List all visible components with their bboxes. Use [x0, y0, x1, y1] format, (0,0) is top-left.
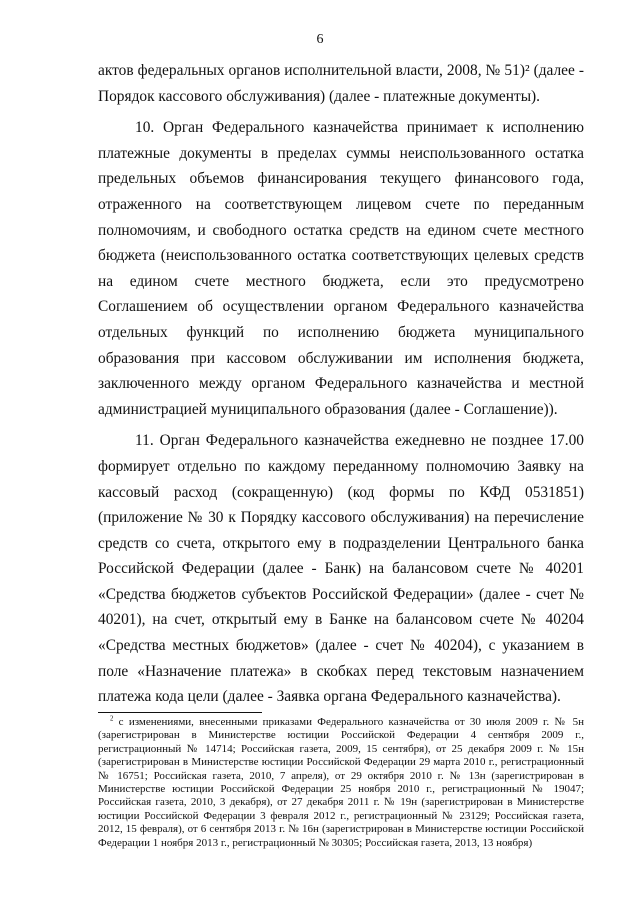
- body-text: [98, 58, 584, 710]
- footnote-separator: [98, 712, 262, 713]
- footnote-marker: 2: [110, 715, 114, 723]
- paragraph-10: 10. Орган Федерального казначейства принимает к исполнению платежные документы в пределах суммы неиспользованного остатка предельных объемов финансирования текущего финансового года, отраженного на соответствующем лицевом счете по переданным полномочиям, и свободного остатка средств на едином счете местного бюджета (неиспользованного остатка соответствующих целевых средств на едином счете местного бюджета, если это предусмотрено Соглашением об осуществлении органом Федерального казначейства отдельных функций по исполнению бюджета муниципального образования при кассовом обслуживании им исполнения бюджета, заключенного между органом Федерального казначейства и местной администрацией муниципального образования (далее - Соглашение)).: [98, 119, 584, 418]
- paragraph-11: 11. Орган Федерального казначейства ежедневно не позднее 17.00 формирует отдельно по каждому переданному полномочию Заявку на кассовый расход (сокращенную) (код формы по КФД 0531851) (приложение № 30 к Порядку кассового обслуживания) на перечисление средств со счета, открытого ему в подразделении Центрального банка Российской Федерации (далее - Банк) на балансовом счете № 40201 «Средства бюджетов субъектов Российской Федерации» (далее - счет № 40201), на счет, открытый ему в Банке на балансовом счете № 40204 «Средства местных бюджетов» (далее - счет № 40204), с указанием в поле «Назначение платежа» в скобках перед текстовым назначением платежа кода цели (далее - Заявка органа Федерального казначейства).: [98, 432, 584, 706]
- paragraph-continuation: актов федеральных органов исполнительной власти, 2008, № 51)² (далее - Порядок кассового обслуживания) (далее - платежные документы).: [98, 62, 584, 105]
- footnote-text: с изменениями, внесенными приказами Федерального казначейства от 30 июля 2009 г. № 5н (зарегистрирован в Министерстве юстиции Российской Федерации 4 сентября 2009 г., регистрационный № 14714; Российская газета, 2009, 15 сентября), от 25 декабря 2009 г. № 15н (зарегистрирован в Министерстве юстиции Российской Федерации 29 марта 2010 г., регистрационный № 16751; Российская газета, 2010, 7 апреля), от 29 октября 2010 г. № 13н (зарегистрирован в Министерстве юстиции Российской Федерации 25 ноября 2010 г., регистрационный № 19047; Российская газета, 2010, 3 декабря), от 27 декабря 2011 г. № 19н (зарегистрирован в Министерстве юстиции Российской Федерации 3 февраля 2012 г., регистрационный № 23129; Российская газета, 2012, 15 февраля), от 6 сентября 2013 г. № 16н (зарегистрирован в Министерстве юстиции Российской Федерации 1 ноября 2013 г., регистрационный № 30305; Российская газета, 2013, 13 ноября): [98, 716, 584, 849]
- page-number: 6: [316, 32, 324, 47]
- footnote: [98, 716, 584, 850]
